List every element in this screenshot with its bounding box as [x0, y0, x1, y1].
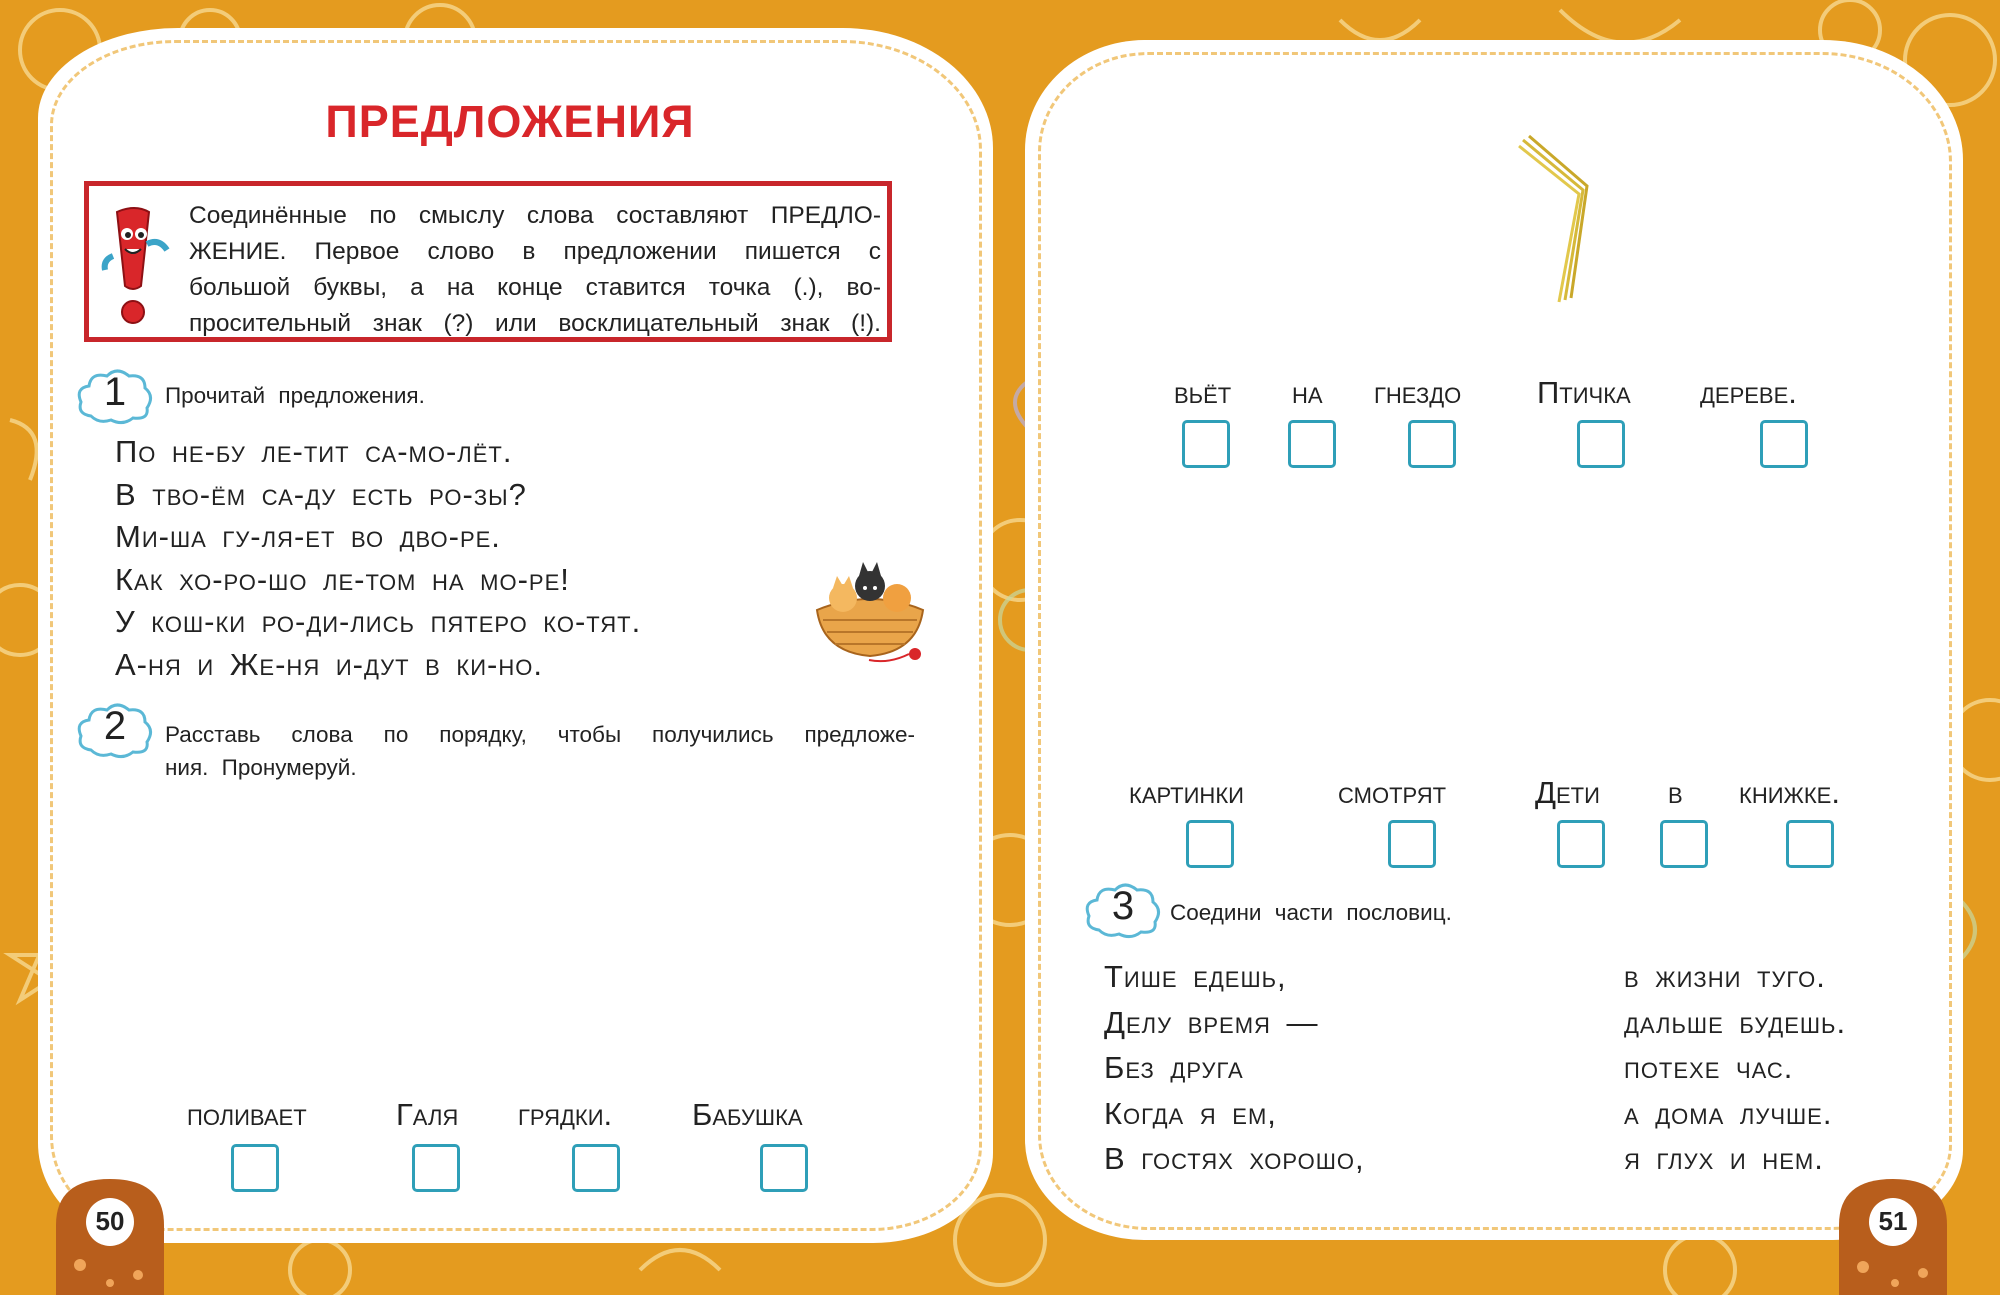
task-number: 3 [1111, 884, 1135, 928]
scrambled-word: смотрят [1338, 775, 1447, 810]
proverb-part: Когда я ем, [1104, 1095, 1277, 1131]
scrambled-word: картинки [1129, 775, 1244, 810]
proverb-part: я глух и нем. [1624, 1141, 1824, 1176]
rule-text [189, 198, 881, 342]
sentence-list [115, 431, 641, 686]
answer-box[interactable] [1557, 820, 1605, 868]
rule-box [84, 181, 892, 342]
answer-box[interactable] [1388, 820, 1436, 868]
task-number-badge [75, 366, 155, 426]
exclamation-mascot-icon [97, 204, 177, 329]
scrambled-word: книжке. [1739, 775, 1840, 810]
scrambled-word: на [1292, 375, 1323, 410]
sentence: По не-бу ле-тит са-мо-лёт. [115, 434, 513, 469]
proverb-part: Тише едешь, [1104, 959, 1287, 994]
answer-box[interactable] [572, 1144, 620, 1192]
instruction-line: Расставь слова по порядку, чтобы получились предложе- [165, 722, 915, 747]
answer-box[interactable] [1760, 420, 1808, 468]
answer-box[interactable] [231, 1144, 279, 1192]
task-number: 2 [103, 704, 127, 748]
instruction-line: ния. Пронумеруй. [165, 755, 357, 780]
proverb-part: В гостях хорошо, [1104, 1141, 1365, 1176]
rule-line: большой буквы, а на конце ставится точка (.), во- [189, 274, 881, 301]
proverb-part: а дома лучше. [1624, 1095, 1833, 1131]
proverb-part: дальше будешь. [1624, 1004, 1847, 1040]
sentence: А-ня и Же-ня и-дут в ки-но. [115, 646, 543, 682]
task-number-badge [1083, 880, 1163, 940]
answer-box[interactable] [1288, 420, 1336, 468]
scrambled-word: Дети [1535, 775, 1600, 810]
rule-line: просительный знак (?) или восклицательный знак (!). [189, 310, 881, 337]
answer-box[interactable] [412, 1144, 460, 1192]
scrambled-word: в [1668, 775, 1683, 810]
answer-box[interactable] [1408, 420, 1456, 468]
scrambled-word: гнездо [1374, 375, 1462, 410]
task-instruction: Прочитай предложения. [165, 383, 425, 408]
kittens-basket-illustration [805, 548, 935, 668]
proverb-beginnings [1104, 954, 1365, 1182]
page-number: 51 [1878, 1206, 1908, 1236]
task-instruction: Соедини части пословиц. [1170, 900, 1452, 925]
sentence: В тво-ём са-ду есть ро-зы? [115, 476, 527, 512]
proverb-part: Делу время — [1104, 1004, 1319, 1040]
sentence: Как хо-ро-шо ле-том на мо-ре! [115, 561, 570, 597]
scrambled-word: Птичка [1537, 375, 1631, 410]
scrambled-word: поливает [187, 1097, 307, 1132]
proverb-part: Без друга [1104, 1050, 1244, 1085]
rule-line: ЖЕНИЕ. Первое слово в предложении пишется с [189, 238, 881, 265]
answer-box[interactable] [1182, 420, 1230, 468]
rule-line: Соединённые по смыслу слова составляют ПРЕДЛО- [189, 202, 881, 229]
sentence: Ми-ша гу-ля-ет во дво-ре. [115, 519, 501, 554]
answer-box[interactable] [760, 1144, 808, 1192]
task-number-badge [75, 700, 155, 760]
page-title: ПРЕДЛОЖЕНИЯ [325, 96, 695, 147]
sentence: У кош-ки ро-ди-лись пятеро ко-тят. [115, 604, 642, 639]
proverb-endings [1624, 954, 1846, 1182]
page-number: 50 [95, 1206, 125, 1236]
answer-box[interactable] [1186, 820, 1234, 868]
scrambled-word: грядки. [518, 1097, 613, 1132]
scrambled-word: дереве. [1700, 375, 1797, 410]
bird-nest-straw-illustration [1515, 130, 1595, 305]
answer-box[interactable] [1786, 820, 1834, 868]
task-number: 1 [103, 370, 127, 414]
answer-box[interactable] [1660, 820, 1708, 868]
proverb-part: потехе час. [1624, 1050, 1794, 1085]
task-instruction [165, 718, 915, 784]
answer-box[interactable] [1577, 420, 1625, 468]
scrambled-word: Галя [396, 1097, 459, 1132]
proverb-part: в жизни туго. [1624, 959, 1826, 994]
scrambled-word: Бабушка [692, 1097, 803, 1132]
scrambled-word: вьёт [1174, 375, 1232, 410]
